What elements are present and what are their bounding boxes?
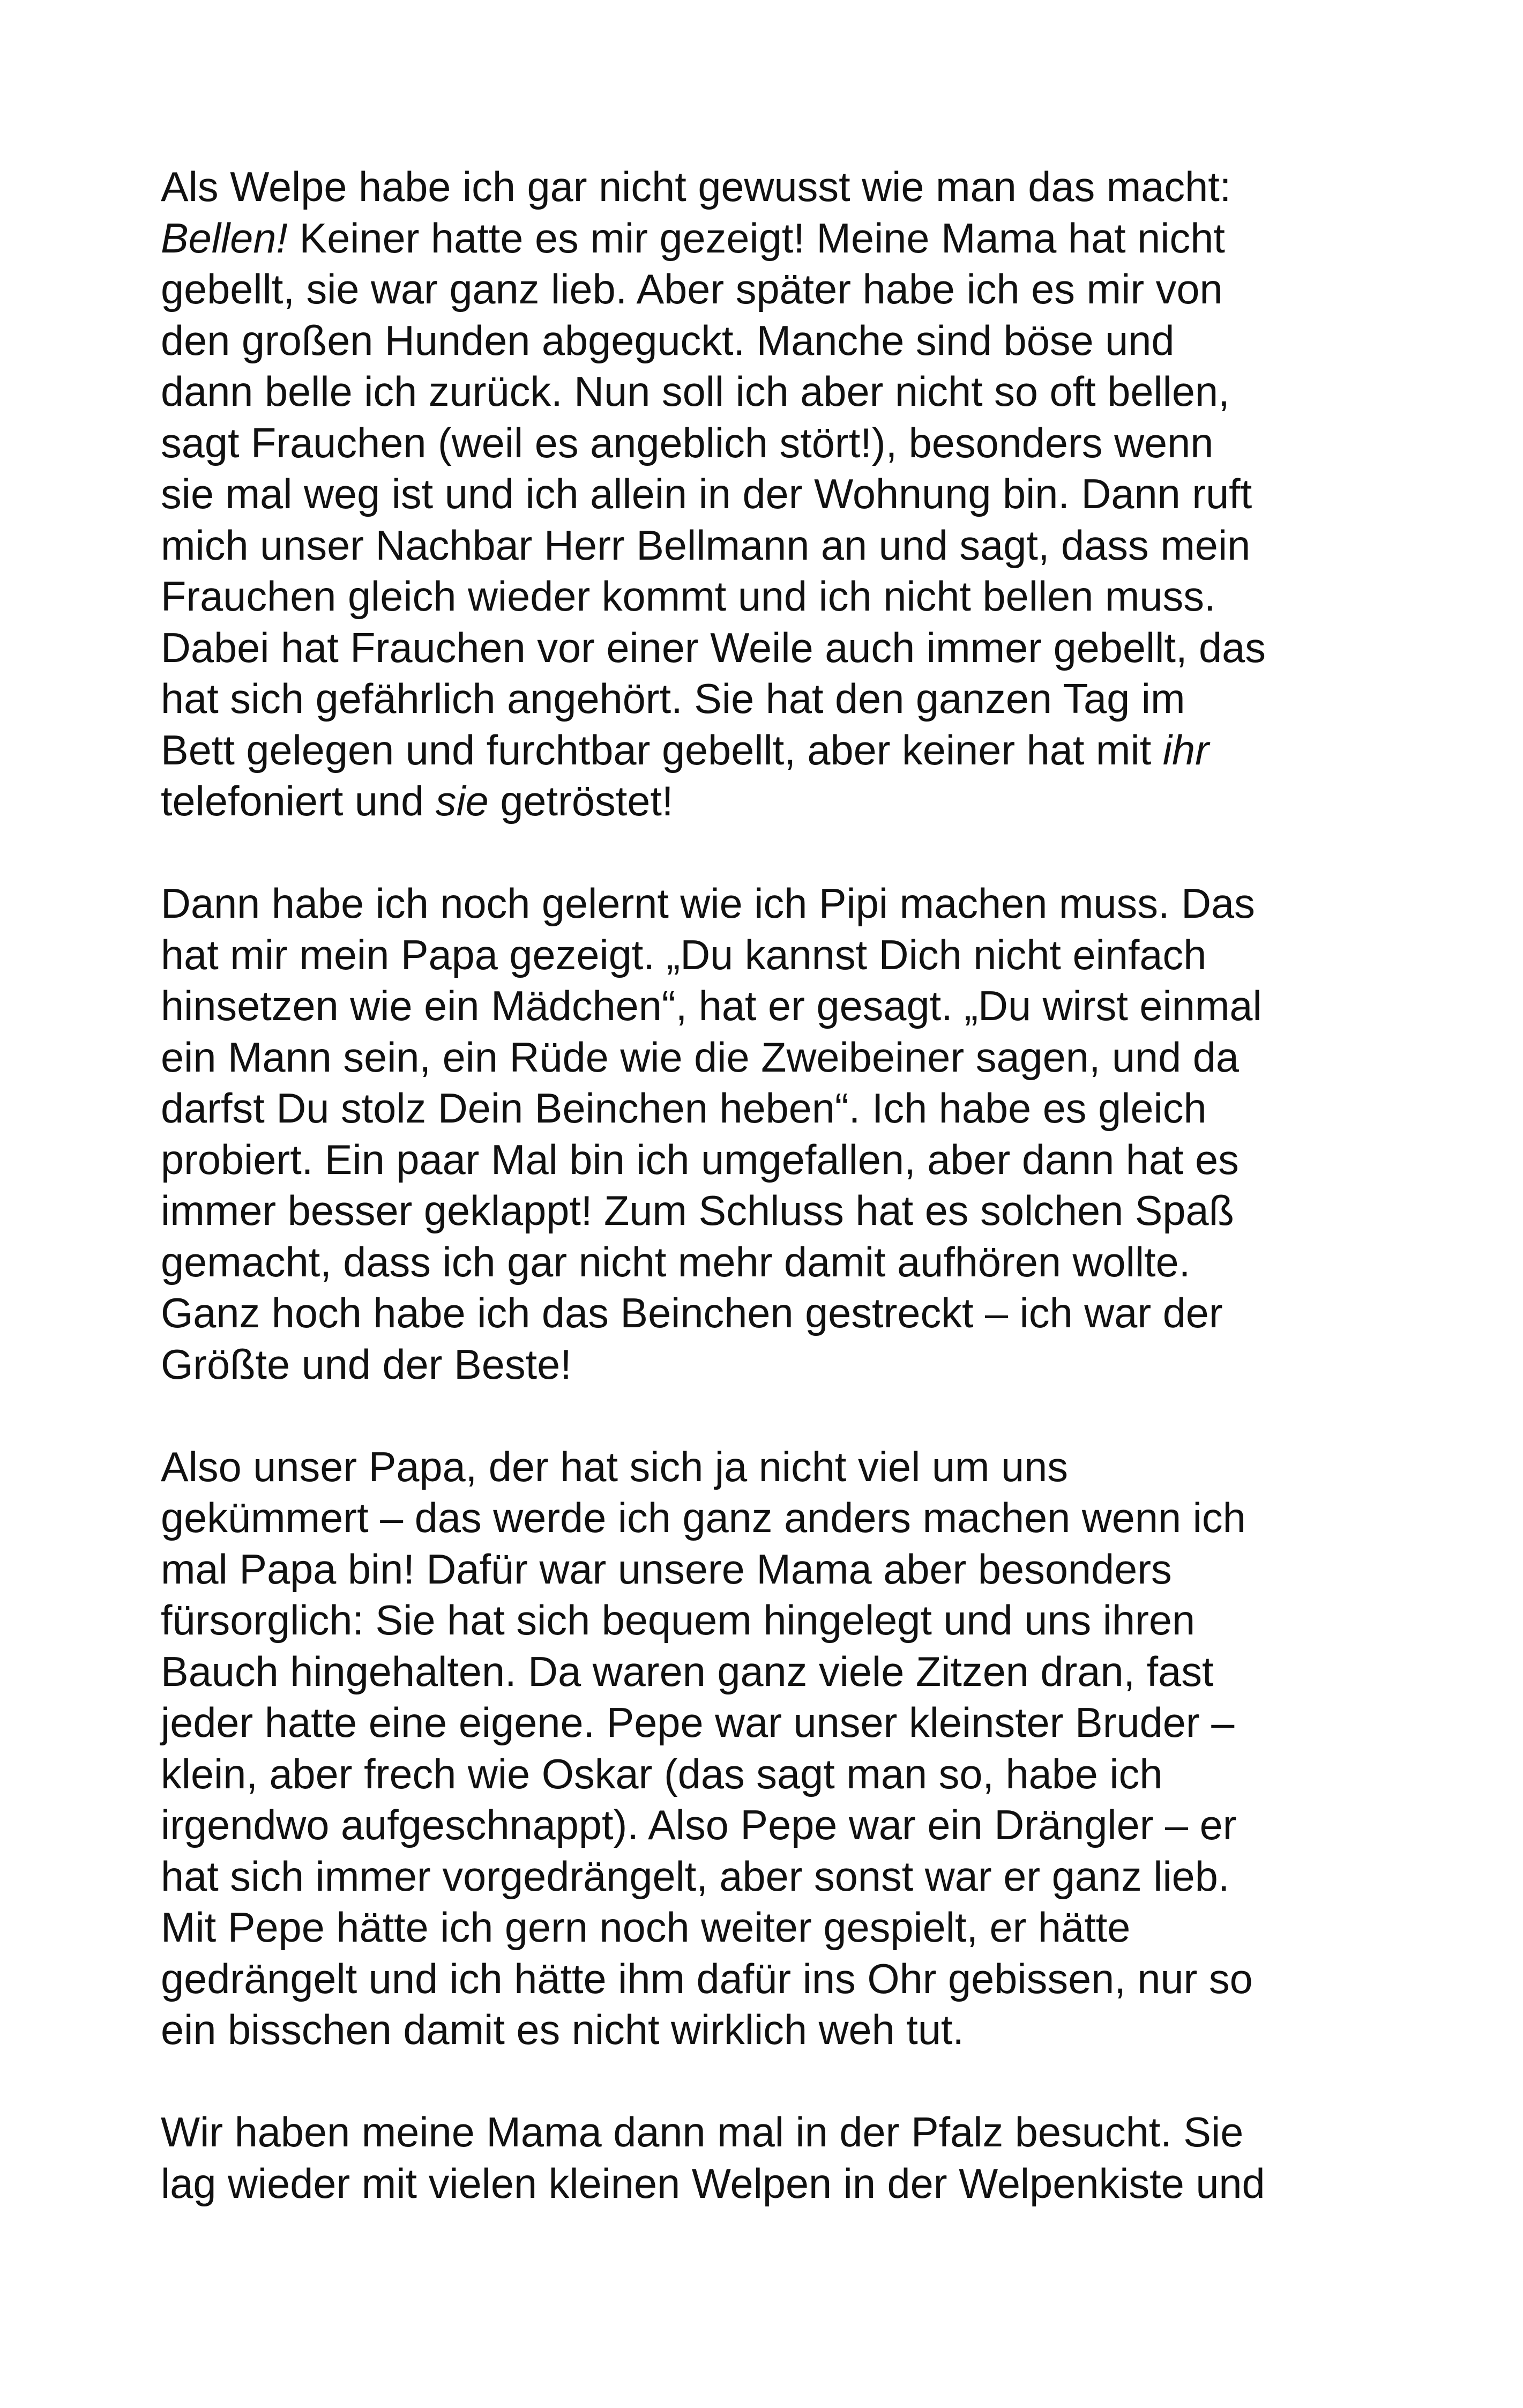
paragraph (161, 879, 1388, 1391)
text-segment: getröstet! (488, 778, 674, 824)
paragraph (161, 162, 1388, 828)
paragraph (161, 2107, 1388, 2210)
text-segment: mal Papa bin! Dafür war unsere Mama aber besonders (161, 1546, 1172, 1593)
text-line (161, 571, 1388, 623)
text-segment: mich unser Nachbar Herr Bellmann an und sagt, dass mein (161, 522, 1251, 569)
text-segment: hat sich gefährlich angehört. Sie hat den ganzen Tag im (161, 676, 1185, 722)
text-segment: ein bisschen damit es nicht wirklich weh tut. (161, 2007, 964, 2053)
text-line (161, 418, 1388, 470)
text-line (161, 1544, 1388, 1596)
text-segment: Frauchen gleich wieder kommt und ich nicht bellen muss. (161, 574, 1216, 620)
text-line (161, 1954, 1388, 2005)
text-line (161, 1340, 1388, 1391)
text-line (161, 1749, 1388, 1801)
text-line (161, 879, 1388, 930)
text-segment: Größte und der Beste! (161, 1341, 572, 1388)
text-segment: telefoniert und (161, 778, 436, 824)
text-line (161, 1647, 1388, 1698)
text-line (161, 1237, 1388, 1289)
text-segment: lag wieder mit vielen kleinen Welpen in der Welpenkiste und (161, 2160, 1265, 2207)
text-segment: jeder hatte eine eigene. Pepe war unser kleinster Bruder – (161, 1700, 1235, 1746)
text-segment: gebellt, sie war ganz lieb. Aber später habe ich es mir von (161, 266, 1223, 313)
text-segment: probiert. Ein paar Mal bin ich umgefallen, aber dann hat es (161, 1136, 1239, 1183)
text-line (161, 623, 1388, 674)
text-line (161, 1493, 1388, 1544)
text-segment: Also unser Papa, der hat sich ja nicht viel um uns (161, 1444, 1068, 1490)
text-line (161, 725, 1388, 777)
text-line (161, 981, 1388, 1032)
text-segment: darfst Du stolz Dein Beinchen heben“. Ich habe es gleich (161, 1086, 1207, 1132)
text-line (161, 2107, 1388, 2159)
text-line (161, 1083, 1388, 1135)
text-line (161, 2159, 1388, 2210)
text-line (161, 367, 1388, 418)
text-line (161, 2005, 1388, 2056)
text-line (161, 1442, 1388, 1493)
text-line (161, 1288, 1388, 1340)
text-line (161, 1800, 1388, 1852)
emphasized-text: ihr (1162, 727, 1209, 774)
emphasized-text: Bellen! (161, 215, 288, 262)
text-segment: sagt Frauchen (weil es angeblich stört!), besonders wenn (161, 420, 1214, 466)
text-segment: Dabei hat Frauchen vor einer Weile auch immer gebellt, das (161, 625, 1266, 671)
text-line (161, 1698, 1388, 1749)
text-segment: immer besser geklappt! Zum Schluss hat es solchen Spaß (161, 1188, 1234, 1234)
text-segment: Keiner hatte es mir gezeigt! Meine Mama hat nicht (287, 215, 1225, 262)
paragraph (161, 1442, 1388, 2056)
text-segment: hat sich immer vorgedrängelt, aber sonst war er ganz lieb. (161, 1853, 1230, 1900)
text-segment: fürsorglich: Sie hat sich bequem hingelegt und uns ihren (161, 1597, 1196, 1644)
text-segment: gemacht, dass ich gar nicht mehr damit aufhören wollte. (161, 1239, 1191, 1285)
text-segment: Bauch hingehalten. Da waren ganz viele Zitzen dran, fast (161, 1648, 1214, 1695)
text-line (161, 1186, 1388, 1237)
text-segment: gekümmert – das werde ich ganz anders machen wenn ich (161, 1495, 1246, 1541)
text-line (161, 264, 1388, 316)
text-line (161, 316, 1388, 367)
text-line (161, 674, 1388, 725)
text-segment: irgendwo aufgeschnappt). Also Pepe war ein Drängler – er (161, 1802, 1237, 1848)
emphasized-text: sie (435, 778, 489, 824)
text-segment: ein Mann sein, ein Rüde wie die Zweibeiner sagen, und da (161, 1034, 1239, 1081)
text-segment: Als Welpe habe ich gar nicht gewusst wie man das macht: (161, 164, 1231, 210)
text-line (161, 469, 1388, 521)
text-line (161, 1852, 1388, 1903)
text-line (161, 213, 1388, 265)
text-segment: klein, aber frech wie Oskar (das sagt man so, habe ich (161, 1751, 1163, 1797)
text-segment: Ganz hoch habe ich das Beinchen gestreckt – ich war der (161, 1290, 1223, 1336)
text-segment: Wir haben meine Mama dann mal in der Pfalz besucht. Sie (161, 2109, 1244, 2156)
text-segment: hat mir mein Papa gezeigt. „Du kannst Dich nicht einfach (161, 932, 1207, 978)
text-line (161, 930, 1388, 982)
text-segment: dann belle ich zurück. Nun soll ich aber nicht so oft bellen, (161, 369, 1230, 415)
text-segment: Mit Pepe hätte ich gern noch weiter gespielt, er hätte (161, 1905, 1131, 1951)
text-line (161, 1902, 1388, 1954)
text-line (161, 1032, 1388, 1084)
text-line (161, 1135, 1388, 1186)
text-line (161, 162, 1388, 213)
text-segment: sie mal weg ist und ich allein in der Wohnung bin. Dann ruft (161, 471, 1252, 517)
body-text (161, 162, 1388, 2261)
text-line (161, 521, 1388, 572)
text-line (161, 776, 1388, 828)
text-segment: Dann habe ich noch gelernt wie ich Pipi machen muss. Das (161, 881, 1255, 927)
text-segment: den großen Hunden abgeguckt. Manche sind böse und (161, 317, 1175, 364)
text-segment: Bett gelegen und furchtbar gebellt, aber keiner hat mit (161, 727, 1163, 774)
text-segment: gedrängelt und ich hätte ihm dafür ins Ohr gebissen, nur so (161, 1956, 1253, 2002)
text-segment: hinsetzen wie ein Mädchen“, hat er gesagt. „Du wirst einmal (161, 983, 1262, 1029)
text-line (161, 1595, 1388, 1647)
